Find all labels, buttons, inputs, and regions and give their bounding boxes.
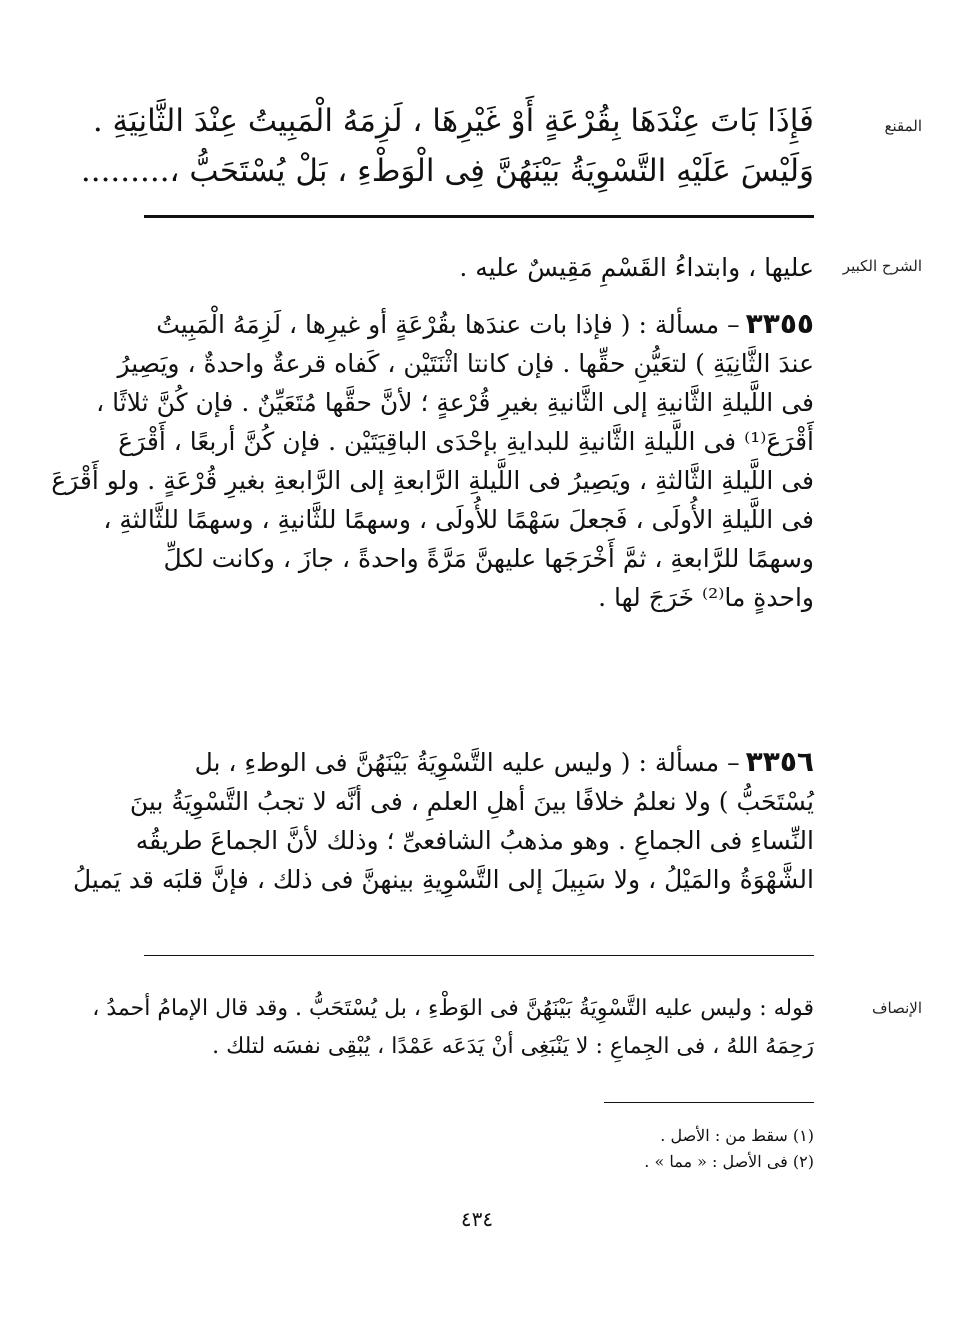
masalah-number: ٣٣٥٦: [745, 745, 814, 778]
footnote-divider: [604, 1102, 814, 1103]
insaf-line: رَحِمَهُ اللهُ ، فى الجِماعِ : لا يَنْبَغِى أنْ يَدَعَه عَمْدًا ، يُبْقِى نفسَه لتلك .: [212, 1034, 814, 1059]
label-muqni: المقنع: [884, 117, 922, 135]
insaf-text: [92, 990, 814, 1066]
masalah-line: فى اللَّيلةِ الثَّانيةِ إلى الثَّانيةِ بغيرِ قُرْعةٍ ؛ لأنَّ حقَّها مُتَعَيِّنٌ . فإن كُنَّ ثلاثًا ،: [96, 388, 814, 417]
muqni-line: فَإِذَا بَاتَ عِنْدَهَا بِقُرْعَةٍ أَوْ غَيْرِهَا ، لَزِمَهُ الْمَبِيتُ عِنْدَ الثَّانِيَةِ .: [92, 103, 814, 139]
masalah-line: فى اللَّيلةِ الأُولَى ، فَجعلَ سَهْمًا للأُولَى ، وسهمًا للثَّانيةِ ، وسهمًا للثَّالثةِ ،: [103, 505, 814, 534]
masalah-line: الشَّهْوَةُ والمَيْلُ ، ولا سَبِيلَ إلى التَّسْوِيةِ بينهنَّ فى ذلك ، فإنَّ قلبَه قد يَميلُ: [72, 865, 814, 894]
masalah-3356: [72, 742, 814, 899]
section-divider: [144, 215, 814, 218]
sharh-intro: [144, 248, 814, 288]
masalah-line-text: – مسألة : ( وليس عليه التَّسْوِيَةُ بَيْنَهُنَّ فى الوطءِ ، بل: [194, 748, 740, 777]
muqni-line: وَلَيْسَ عَلَيْهِ التَّسْوِيَةُ بَيْنَهُنَّ فِى الْوَطْءِ ، بَلْ يُسْتَحَبُّ ،.........: [80, 153, 814, 189]
masalah-line: عندَ الثَّانِيَةِ ) لتعَيُّنِ حقِّها . فإن كانتا اثْنَتَيْن ، كَفاه قرعةٌ واحدةٌ ، ويَصِيرُ: [117, 349, 814, 378]
masalah-line: النِّساءِ فى الجماعِ . وهو مذهبُ الشافعىِّ ؛ وذلك لأنَّ الجماعَ طريقُه: [135, 826, 814, 855]
masalah-line: وسهمًا للرَّابعةِ ، ثمَّ أَخْرَجَها عليهنَّ مَرَّةً واحدةً ، جازَ ، وكانت لكلِّ: [163, 544, 814, 573]
masalah-line-text: – مسألة : ( فإذا بات عندَها بقُرْعَةٍ أو غيرِها ، لَزِمَهُ الْمَبِيتُ: [156, 310, 740, 339]
muqni-text: [80, 96, 814, 196]
footnote-item: (١) سقط من : الأصل .: [660, 1126, 814, 1145]
masalah-number: ٣٣٥٥: [745, 307, 814, 340]
masalah-line: [144, 742, 814, 782]
section-divider: [144, 955, 814, 956]
footnotes: [144, 1123, 814, 1175]
masalah-line: [144, 304, 814, 344]
label-sharh: الشرح الكبير: [842, 257, 922, 275]
insaf-line: قوله : وليس عليه التَّسْوِيَةُ بَيْنَهُنَّ فى الوَطْءِ ، بل يُسْتَحَبُّ . وقد قال الإمامُ أحمدُ ،: [92, 996, 814, 1021]
sharh-intro-line: عليها ، وابتداءُ القَسْمِ مَقِيسٌ عليه .: [459, 253, 814, 282]
page-number: ٤٣٤: [460, 1207, 494, 1231]
masalah-line: أَقْرَعَ⁽¹⁾ فى اللَّيلةِ الثَّانيةِ للبدايةِ بإحْدَى الباقِيَتَيْن . فإن كُنَّ أربعًا ، أَقْرَعَ: [118, 427, 814, 456]
masalah-line: فى اللَّيلةِ الثَّالثةِ ، ويَصِيرُ فى اللَّيلةِ الرَّابعةِ إلى الرَّابعةِ بغيرِ قُرْعَةٍ . ولو أَقْرَعَ: [51, 466, 814, 495]
masalah-line: واحدةٍ ما⁽²⁾ خَرَجَ لها .: [598, 583, 814, 612]
masalah-3355: [51, 304, 814, 617]
footnote-item: (٢) فى الأصل : « مما » .: [644, 1152, 814, 1171]
masalah-line: يُسْتَحَبُّ ) ولا نعلمُ خلافًا بينَ أهلِ العلمِ ، فى أنَّه لا تجبُ التَّسْوِيَةُ بينَ: [129, 787, 814, 816]
label-insaf: الإنصاف: [871, 999, 922, 1017]
